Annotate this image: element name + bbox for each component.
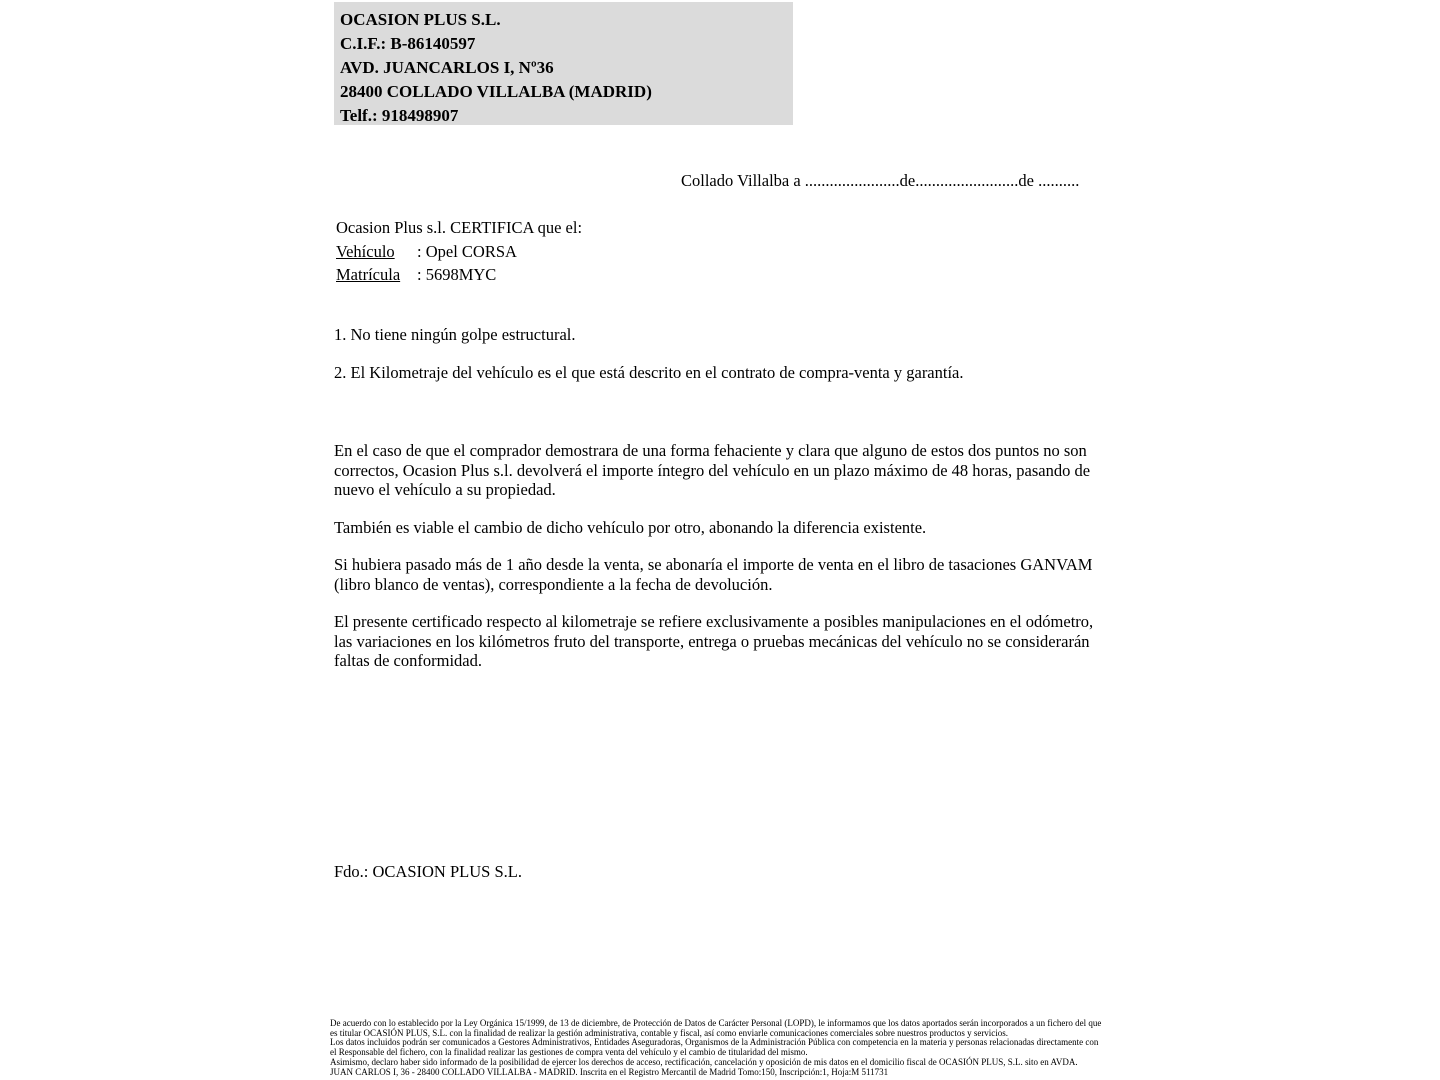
company-address: AVD. JUANCARLOS I, Nº36 xyxy=(340,58,554,77)
company-city: 28400 COLLADO VILLALBA (MADRID) xyxy=(340,82,652,101)
body-paragraphs xyxy=(334,441,1096,671)
certification-intro: Ocasion Plus s.l. CERTIFICA que el: xyxy=(336,218,583,237)
legal-paragraph-1: De acuerdo con lo establecido por la Ley Orgánica 15/1999, de 13 de diciembre, de Protección de Datos de Carácter Personal (LOPD), le informamos que los datos aportados serán incorporados a un fichero del que es titular OCASIÓN PLUS, S.L. con la finalidad de realizar la gestión administrativa, contable y fiscal, así como enviarle comunicaciones comerciales sobre nuestros productos y servicios. xyxy=(330,1018,1102,1038)
plate-line xyxy=(336,263,582,287)
date-line: Collado Villalba a .......................de.........................de .......... xyxy=(681,171,1080,190)
signature-line: Fdo.: OCASION PLUS S.L. xyxy=(334,862,522,881)
paragraph-refund: En el caso de que el comprador demostrara de una forma fehaciente y clara que alguno de estos dos puntos no son correctos, Ocasion Plus s.l. devolverá el importe íntegro del vehículo en un plazo máximo de 48 horas, pasando de nuevo el vehículo a su propiedad. xyxy=(334,441,1091,499)
company-name: OCASION PLUS S.L. xyxy=(340,10,501,29)
point-1: 1. No tiene ningún golpe estructural. xyxy=(334,325,576,344)
legal-footer xyxy=(330,1019,1102,1077)
certified-points xyxy=(334,325,1096,382)
paragraph-odometer: El presente certificado respecto al kilometraje se refiere exclusivamente a posibles manipulaciones en el odómetro, las variaciones en los kilómetros fruto del transporte, entrega o pruebas mecánicas del vehículo no se considerarán faltas de conformidad. xyxy=(334,612,1094,670)
vehicle-line xyxy=(336,240,582,264)
plate-value: : 5698MYC xyxy=(417,265,497,284)
legal-paragraph-2: Los datos incluidos podrán ser comunicados a Gestores Administrativos, Entidades Aseguradoras, Organismos de la Administración Pública con competencia en la materia y personas relacionadas directamente con el Responsable del fichero, con la finalidad realizar las gestiones de compra venta del vehículo y el cambio de titularidad del mismo. xyxy=(330,1037,1099,1058)
paragraph-exchange: También es viable el cambio de dicho vehículo por otro, abonando la diferencia existente. xyxy=(334,517,927,537)
certification-block xyxy=(336,216,582,287)
point-2: 2. El Kilometraje del vehículo es el que está descrito en el contrato de compra-venta y garantía. xyxy=(334,362,964,382)
vehicle-label: Vehículo xyxy=(336,241,395,261)
legal-paragraph-3: Asimismo, declaro haber sido informado de la posibilidad de ejercer los derechos de acceso, rectificación, cancelación y oposición de mis datos en el domicilio fiscal de OCASIÓN PLUS, S.L. sito en AVDA. JUAN CARLOS I, 36 - 28400 COLLADO VILLALBA - MADRID. Inscrita en el Registro Mercantil de Madrid Tomo:150, Inscripción:1, Hoja:M 511731 xyxy=(330,1056,1078,1077)
company-phone: Telf.: 918498907 xyxy=(340,106,459,125)
company-cif: C.I.F.: B-86140597 xyxy=(340,34,476,53)
plate-label: Matrícula xyxy=(336,265,401,284)
paragraph-ganvam: Si hubiera pasado más de 1 año desde la venta, se abonaría el importe de venta en el libro de tasaciones GANVAM (libro blanco de ventas), correspondiente a la fecha de devolución. xyxy=(334,555,1093,594)
vehicle-value: : Opel CORSA xyxy=(417,241,517,261)
company-letterhead xyxy=(334,2,793,125)
